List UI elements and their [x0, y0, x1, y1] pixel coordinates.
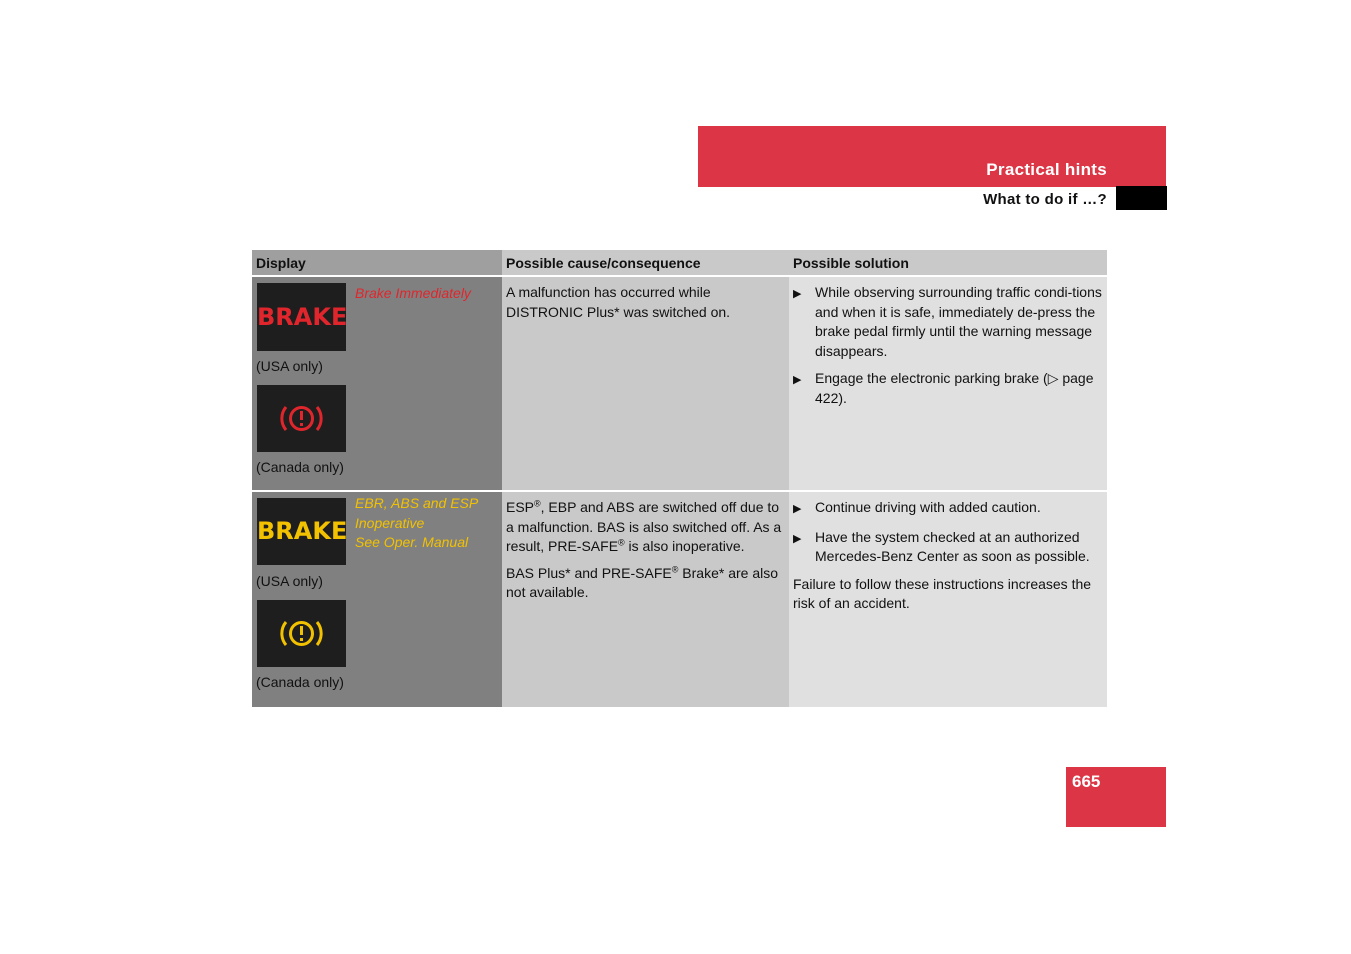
display-cell	[252, 276, 502, 491]
warning-table	[252, 250, 1107, 707]
page-number: 665	[1072, 772, 1101, 791]
brake-label: BRAKE	[257, 517, 348, 545]
display-cell	[252, 491, 502, 707]
brake-warning-icon	[257, 600, 346, 667]
usa-only-note: (USA only)	[256, 573, 323, 589]
bullet-arrow-icon: ▶	[793, 374, 802, 386]
column-header-cause: Possible cause/consequence	[502, 250, 789, 276]
brake-display-image-red	[257, 283, 346, 351]
table-row	[252, 276, 1107, 491]
canada-only-note: (Canada only)	[256, 674, 344, 690]
solution-cell	[789, 276, 1107, 491]
canada-only-note: (Canada only)	[256, 459, 344, 475]
display-message: EBR, ABS and ESP Inoperative See Oper. Manual	[355, 495, 479, 550]
column-header-solution: Possible solution	[789, 250, 1107, 276]
column-header-display: Display	[252, 250, 502, 276]
bullet-arrow-icon: ▶	[793, 532, 802, 545]
header-marker-block	[1116, 186, 1167, 210]
bullet-arrow-icon: ▶	[793, 288, 802, 300]
cause-cell	[502, 491, 789, 707]
solution-step: ▶ While observing surrounding traffic condi-tions and when it is safe, immediately de-press the brake pedal firmly until the warning message disappears.	[793, 283, 1103, 361]
solution-step: ▶ Engage the electronic parking brake (▷ page 422).	[793, 369, 1103, 408]
cause-paragraph: ESP®, EBP and ABS are switched off due to a malfunction. BAS is also switched off. As a result, PRE-SAFE® is also inoperative.	[506, 498, 782, 554]
bullet-arrow-icon: ▶	[793, 503, 802, 515]
usa-only-note: (USA only)	[256, 358, 323, 374]
brake-label: BRAKE	[257, 303, 348, 331]
cause-text: A malfunction has occurred while DISTRONIC Plus* was switched on.	[506, 284, 731, 320]
table-header-row	[252, 250, 1107, 276]
display-message: Brake Immediately	[355, 285, 471, 301]
brake-warning-icon	[257, 385, 346, 452]
table-row	[252, 491, 1107, 707]
solution-step: ▶ Continue driving with added caution.	[793, 498, 1103, 520]
brake-warning-red-icon	[257, 385, 346, 452]
section-title: Practical hints	[986, 160, 1107, 179]
brake-display-image-yellow	[257, 498, 346, 565]
subsection-title: What to do if …?	[983, 191, 1107, 208]
cause-cell	[502, 276, 789, 491]
solution-step: ▶ Have the system checked at an authorized Mercedes-Benz Center as soon as possible.	[793, 528, 1103, 567]
cause-paragraph: BAS Plus* and PRE-SAFE® Brake* are also not available.	[506, 563, 778, 600]
solution-cell	[789, 491, 1107, 707]
warning-note: Failure to follow these instructions increases the risk of an accident.	[793, 575, 1092, 611]
brake-warning-yellow-icon	[257, 600, 346, 667]
